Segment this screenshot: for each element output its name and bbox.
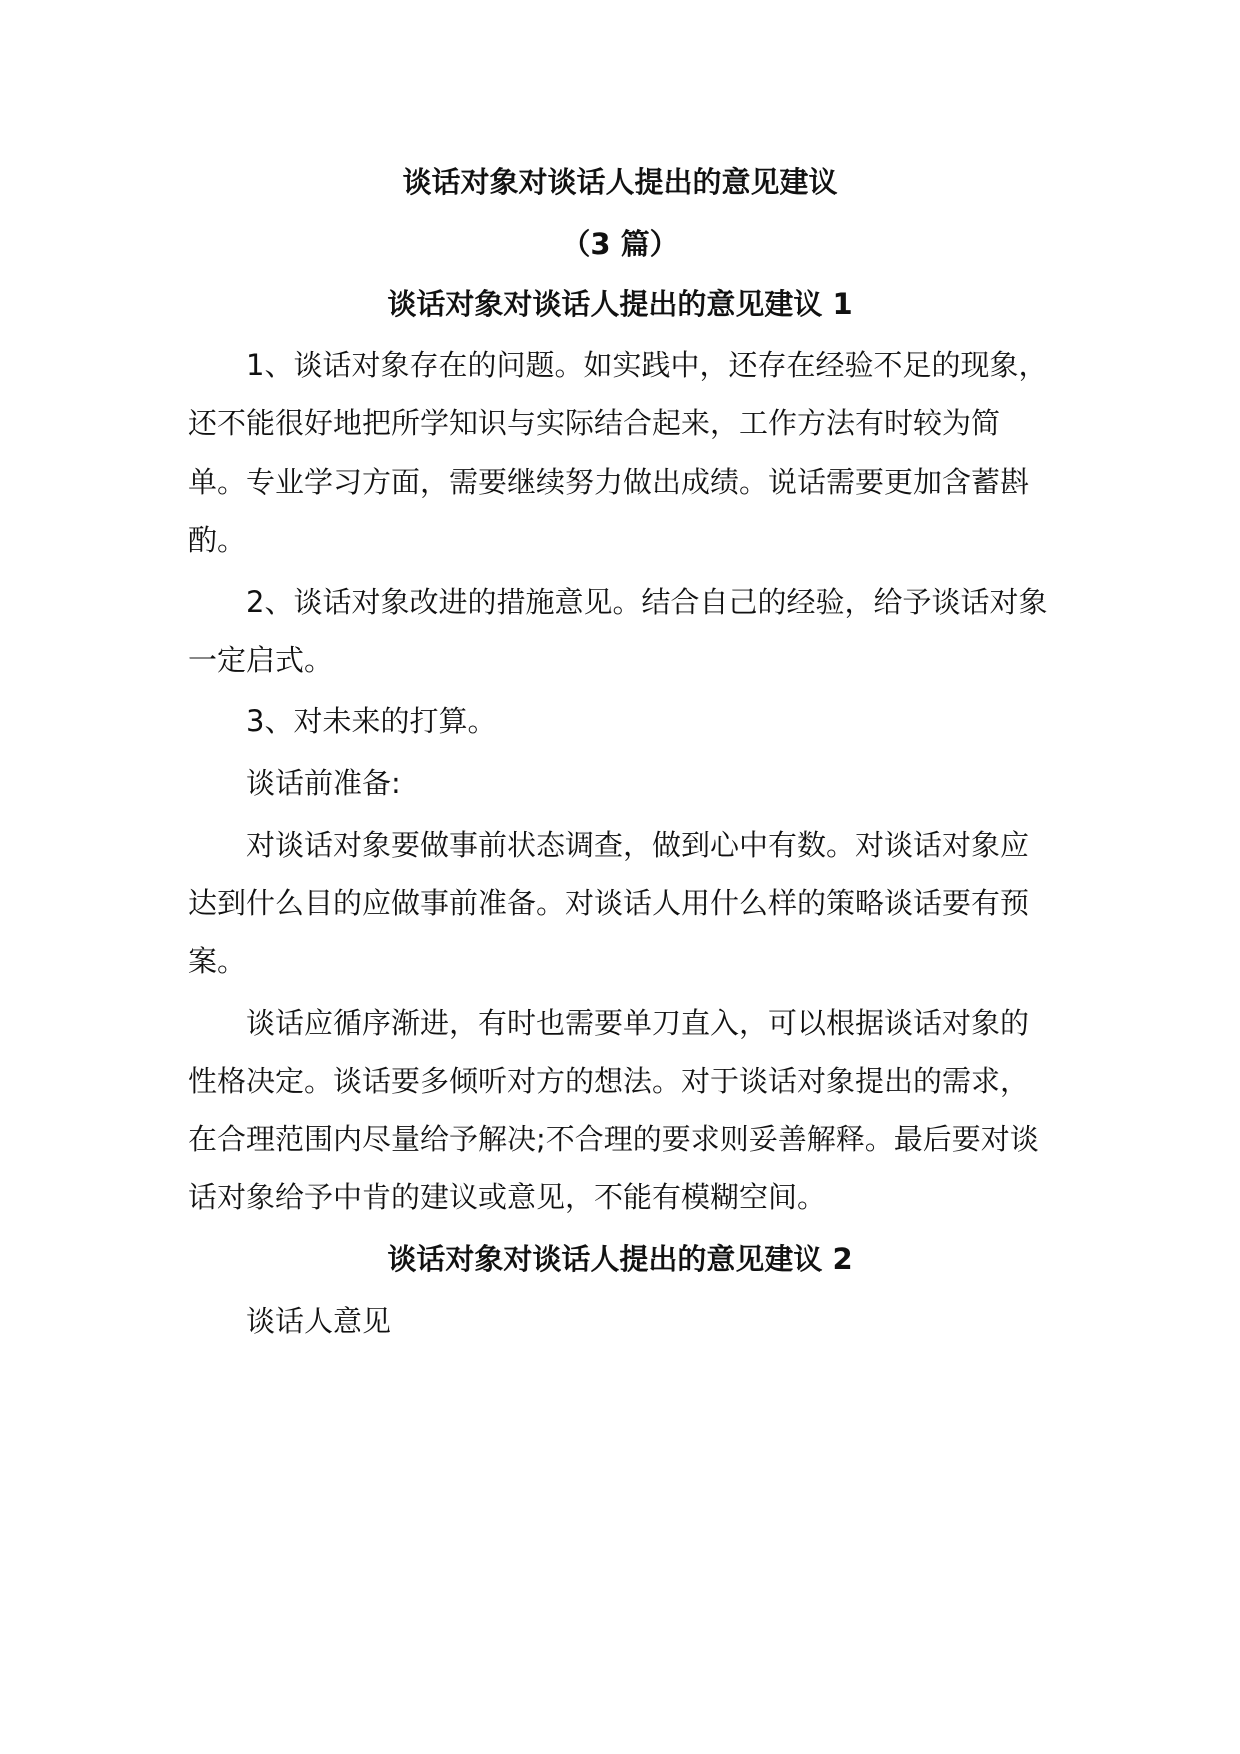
paragraph-line: 1、谈话对象存在的问题。如实践中，还存在经验不足的现象， (246, 348, 1048, 382)
paragraph-line: 性格决定。谈话要多倾听对方的想法。对于谈话对象提出的需求， (188, 1064, 1030, 1098)
paragraph-line: 单。专业学习方面，需要继续努力做出成绩。说话需要更加含蓄斟 (188, 465, 1030, 499)
paragraph-line: 一定启式。 (188, 643, 334, 677)
section-2-heading: 谈话对象对谈话人提出的意见建议 2 (387, 1242, 853, 1276)
document-subtitle: （3 篇） (561, 227, 679, 261)
paragraph-line: 谈话人意见 (246, 1304, 392, 1338)
paragraph-line: 酌。 (188, 523, 247, 557)
paragraph-line: 3、对未来的打算。 (246, 704, 497, 738)
paragraph-line: 谈话前准备: (246, 766, 401, 800)
paragraph-line: 谈话应循序渐进，有时也需要单刀直入，可以根据谈话对象的 (246, 1006, 1030, 1040)
paragraph-line: 案。 (188, 944, 247, 978)
paragraph-line: 对谈话对象要做事前状态调查，做到心中有数。对谈话对象应 (246, 828, 1030, 862)
paragraph-line: 还不能很好地把所学知识与实际结合起来，工作方法有时较为简 (188, 406, 1001, 440)
paragraph-line: 2、谈话对象改进的措施意见。结合自己的经验，给予谈话对象 (246, 585, 1048, 619)
paragraph-line: 在合理范围内尽量给予解决;不合理的要求则妥善解释。最后要对谈 (188, 1122, 1039, 1156)
section-1-heading: 谈话对象对谈话人提出的意见建议 1 (387, 287, 853, 321)
paragraph-line: 话对象给予中肯的建议或意见，不能有模糊空间。 (188, 1180, 827, 1214)
paragraph-line: 达到什么目的应做事前准备。对谈话人用什么样的策略谈话要有预 (188, 886, 1030, 920)
document-title: 谈话对象对谈话人提出的意见建议 (402, 165, 838, 199)
